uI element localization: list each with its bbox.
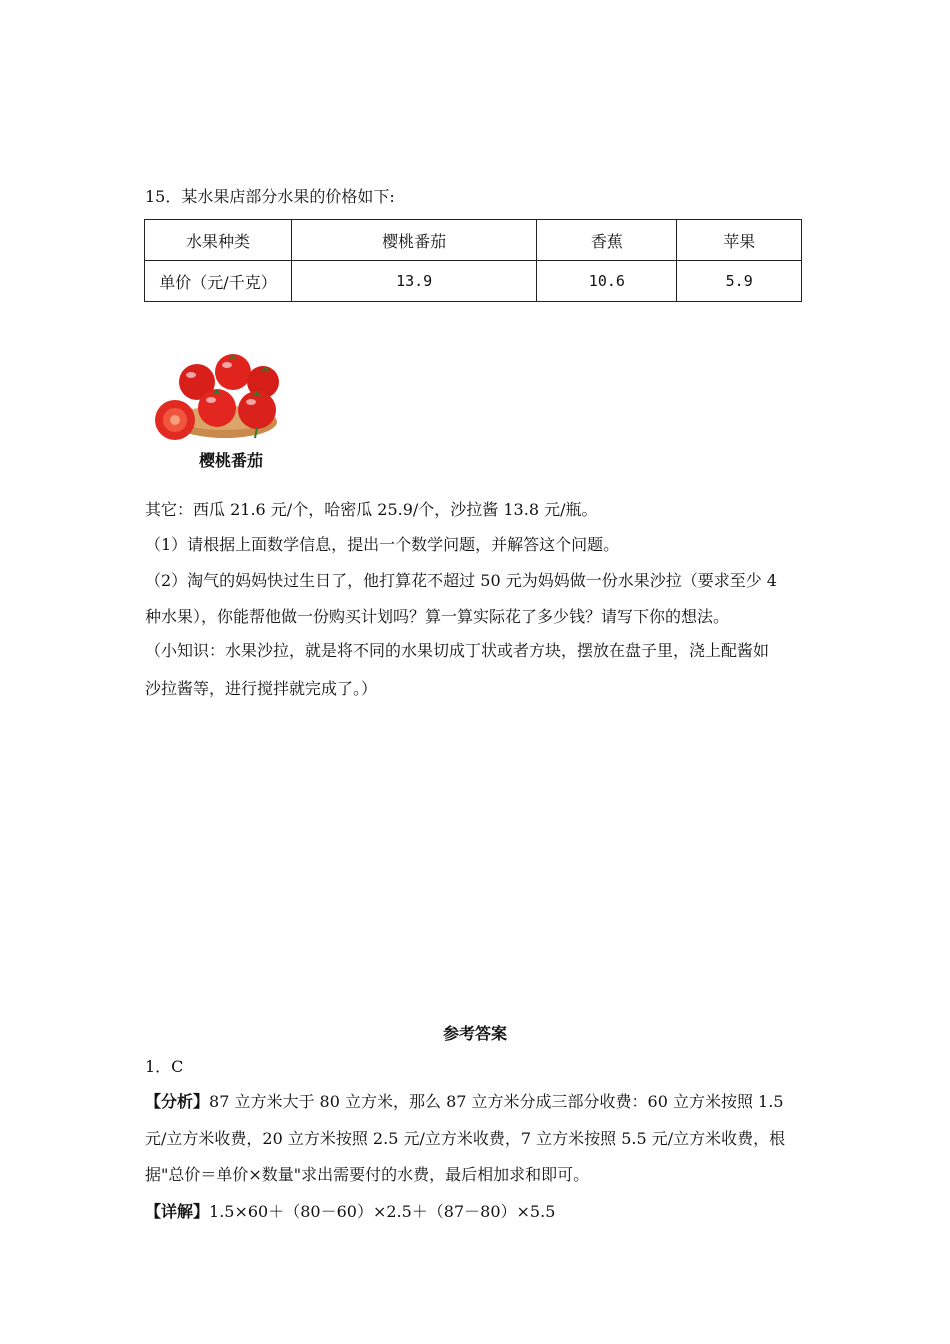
cherry-tomato-image [145, 342, 293, 442]
question-part-2-line-2: 种水果），你能帮他做一份购买计划吗？算一算实际花了多少钱？请写下你的想法。 [145, 607, 730, 626]
analysis-label: 【分析】 [145, 1092, 210, 1111]
cherry-tomato-figure [145, 342, 293, 477]
tip-line-1: （小知识：水果沙拉，就是将不同的水果切成丁状或者方块，摆放在盘子里，浇上配酱如 [145, 641, 770, 660]
answers-title: 参考答案 [442, 1024, 507, 1043]
detail-line [145, 1201, 555, 1223]
image-caption: 樱桃番茄 [198, 451, 263, 470]
table-header-cell: 樱桃番茄 [292, 220, 537, 261]
other-prices: 其它：西瓜 21.6 元/个，哈密瓜 25.9/个，沙拉酱 13.8 元/瓶。 [145, 500, 598, 519]
table-header-cell: 苹果 [677, 220, 802, 261]
table-cell-price: 5.9 [677, 261, 802, 302]
table-cell-price: 10.6 [537, 261, 677, 302]
analysis-line-2: 元/立方米收费，20 立方米按照 2.5 元/立方米收费，7 立方米按照 5.5 元/立方米收费，根 [145, 1129, 786, 1148]
table-row [145, 261, 802, 302]
table-cell-price: 13.9 [292, 261, 537, 302]
answer-item-1: 1．C [145, 1057, 184, 1076]
analysis-line-3: 据"总价＝单价×数量"求出需要付的水费，最后相加求和即可。 [145, 1165, 590, 1184]
analysis-text: 87 立方米大于 80 立方米，那么 87 立方米分成三部分收费：60 立方米按照 1.5 [209, 1092, 784, 1111]
table-header-row [145, 220, 802, 261]
table-header-cell: 水果种类 [145, 220, 292, 261]
price-table [144, 219, 802, 302]
tip-line-2: 沙拉酱等，进行搅拌就完成了。） [145, 679, 378, 698]
table-cell-label: 单价（元/千克） [145, 261, 292, 302]
question-part-1: （1）请根据上面数学信息，提出一个数学问题，并解答这个问题。 [145, 535, 620, 554]
question-part-2-line-1: （2）淘气的妈妈快过生日了，他打算花不超过 50 元为妈妈做一份水果沙拉（要求至少 4 [145, 571, 777, 590]
question-title: 15．某水果店部分水果的价格如下: [145, 187, 395, 206]
detail-label: 【详解】 [145, 1202, 210, 1221]
analysis-line-1 [145, 1091, 784, 1113]
table-header-cell: 香蕉 [537, 220, 677, 261]
detail-text: 1.5×60＋（80－60）×2.5＋（87－80）×5.5 [209, 1202, 556, 1221]
